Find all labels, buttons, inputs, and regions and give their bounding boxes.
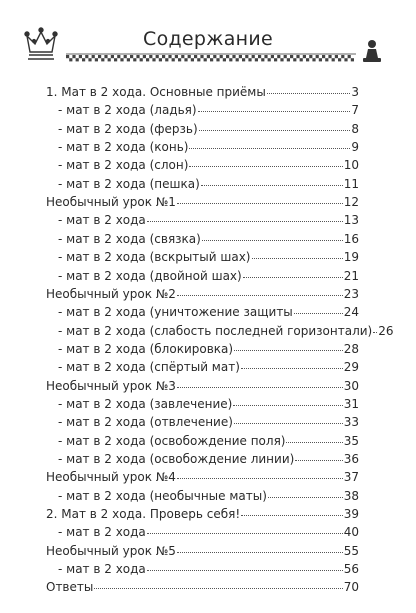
toc-entry-label: Необычный урок №2 [46, 286, 176, 301]
toc-page-number: 38 [343, 488, 359, 503]
toc-row [46, 506, 359, 522]
toc-page-number: 29 [343, 360, 359, 375]
toc-row [58, 121, 359, 137]
toc-leader-dots [147, 533, 343, 534]
crown-icon [25, 28, 57, 59]
toc-leader-dots [252, 258, 343, 259]
toc-page-number: 37 [343, 470, 359, 485]
toc-row [58, 268, 359, 284]
toc-row [46, 84, 359, 100]
toc-entry-label: - мат в 2 хода (слон) [58, 158, 189, 173]
toc-row [46, 286, 359, 302]
toc-entry-label: 1. Мат в 2 хода. Основные приёмы [46, 85, 266, 99]
toc-entry-label: - мат в 2 хода (связка) [58, 231, 201, 246]
toc-entry-label: Необычный урок №5 [46, 543, 176, 558]
toc-page-number: 35 [343, 433, 359, 448]
toc-entry-label: Необычный урок №1 [46, 195, 176, 210]
checkered-strip [66, 54, 356, 61]
toc-leader-dots [147, 221, 343, 222]
toc-entry-label: - мат в 2 хода (завлечение) [58, 396, 233, 411]
toc-entry-label: - мат в 2 хода (отвлечение) [58, 415, 233, 430]
toc-row [58, 414, 359, 430]
toc-row [58, 231, 359, 247]
toc-leader-dots [268, 497, 343, 498]
toc-page-number: 11 [343, 176, 359, 191]
toc-row [58, 451, 359, 467]
toc-row [58, 561, 359, 577]
toc-page-number: 40 [343, 525, 359, 540]
toc-page-number: 70 [343, 580, 359, 595]
toc-leader-dots [243, 277, 343, 278]
toc-page-number: 24 [343, 305, 359, 320]
toc-leader-dots [177, 478, 343, 479]
contents-header [0, 0, 416, 80]
toc-leader-dots [147, 570, 343, 571]
toc-page-number: 28 [343, 341, 359, 356]
toc-entry-label: - мат в 2 хода [58, 562, 146, 577]
toc-page-number: 55 [343, 543, 359, 558]
toc-entry-label: - мат в 2 хода (конь) [58, 140, 189, 155]
toc-leader-dots [233, 405, 342, 406]
toc-row [46, 194, 359, 210]
toc-leader-dots [177, 387, 343, 388]
toc-row [58, 139, 359, 155]
toc-page-number: 31 [343, 396, 359, 411]
toc-page-number: 16 [343, 231, 359, 246]
toc-leader-dots [202, 240, 343, 241]
toc-page-number: 36 [343, 452, 359, 466]
toc-entry-label: - мат в 2 хода (блокировка) [58, 341, 234, 356]
toc-entry-label: - мат в 2 хода (двойной шах) [58, 268, 242, 283]
toc-page-number: 13 [343, 213, 359, 228]
toc-row [58, 304, 359, 320]
toc-entry-label: - мат в 2 хода (освобождение линии) [58, 452, 295, 466]
toc-entry-label: - мат в 2 хода (пешка) [58, 176, 200, 191]
toc-leader-dots [241, 368, 343, 369]
toc-page-number: 56 [343, 562, 359, 577]
toc-row [46, 469, 359, 485]
toc-row [58, 341, 359, 357]
toc-entry-label: - мат в 2 хода (вскрытый шах) [58, 250, 251, 265]
toc-page-number: 33 [343, 415, 359, 430]
toc-entry-label: - мат в 2 хода [58, 525, 146, 540]
toc-entry-label: - мат в 2 хода (ферзь) [58, 121, 198, 136]
toc-entry-label: 2. Мат в 2 хода. Проверь себя! [46, 507, 241, 522]
toc-page-number: 9 [351, 140, 359, 155]
toc-entry-label: - мат в 2 хода (освобождение поля) [58, 433, 286, 448]
toc-row [58, 396, 359, 412]
toc-page-number: 7 [351, 103, 359, 118]
toc-page-number: 12 [343, 195, 359, 210]
pawn-icon [363, 40, 381, 62]
toc-leader-dots [241, 515, 343, 516]
toc-page-number: 30 [343, 378, 359, 393]
toc-leader-dots [189, 166, 342, 167]
toc-entry-label: - мат в 2 хода (слабость последней горизонтали) [58, 323, 373, 338]
toc-row [58, 249, 359, 265]
toc-page-number: 3 [351, 85, 359, 99]
toc-row [58, 157, 359, 173]
toc-page-number: 10 [343, 158, 359, 173]
toc-leader-dots [94, 588, 342, 589]
toc-leader-dots [199, 130, 351, 131]
toc-page-number: 19 [343, 250, 359, 265]
toc-page-number: 26 [378, 323, 394, 338]
toc-leader-dots [189, 148, 350, 149]
toc-leader-dots [286, 442, 342, 443]
toc-entry-label: - мат в 2 хода (спёртый мат) [58, 360, 240, 375]
toc-row [58, 433, 359, 449]
toc-row [58, 102, 359, 118]
toc-leader-dots [295, 460, 342, 461]
toc-row [46, 543, 359, 559]
toc-entry-label: - мат в 2 хода [58, 213, 146, 228]
toc-row [58, 176, 359, 192]
toc-leader-dots [198, 111, 351, 112]
toc-leader-dots [234, 423, 343, 424]
toc-entry-label: Ответы [46, 580, 94, 595]
toc-row [58, 359, 359, 375]
toc-row [46, 378, 359, 394]
toc-leader-dots [177, 295, 343, 296]
toc-page-number: 21 [343, 268, 359, 283]
toc-leader-dots [267, 93, 351, 94]
toc-page-number: 8 [351, 121, 359, 136]
toc-leader-dots [201, 185, 343, 186]
toc-leader-dots [373, 332, 377, 333]
toc-row [58, 524, 359, 540]
toc-entry-label: - мат в 2 хода (ладья) [58, 103, 197, 118]
toc-row [58, 323, 394, 339]
toc-row [58, 212, 359, 228]
toc-entry-label: Необычный урок №4 [46, 470, 176, 485]
toc-entry-label: - мат в 2 хода (необычные маты) [58, 488, 267, 503]
toc-leader-dots [177, 203, 343, 204]
toc-row [46, 579, 359, 595]
toc-leader-dots [294, 313, 343, 314]
toc-entry-label: Необычный урок №3 [46, 378, 176, 393]
toc-leader-dots [177, 552, 343, 553]
toc-entry-label: - мат в 2 хода (уничтожение защиты [58, 305, 293, 320]
toc-row [58, 488, 359, 504]
page-title: Содержание [143, 28, 273, 50]
toc-page-number: 23 [343, 286, 359, 301]
toc-page-number: 39 [343, 507, 359, 522]
toc-leader-dots [234, 350, 343, 351]
